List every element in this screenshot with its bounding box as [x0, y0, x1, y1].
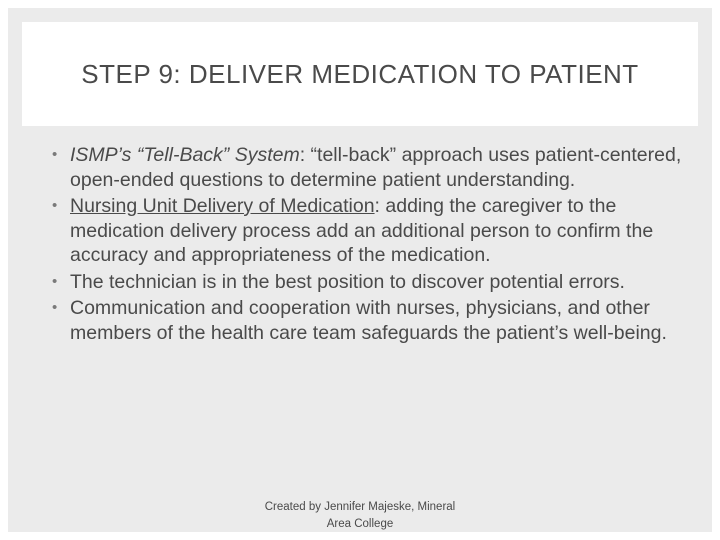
bullet-icon: •: [52, 197, 58, 214]
bullet-item-tell-back: [52, 143, 692, 192]
bullet-item-communication: [52, 296, 692, 345]
bullet-text: The technician is in the best position to discover potential errors.: [70, 270, 625, 293]
footer-credit: [252, 499, 468, 533]
bullet-icon: •: [52, 272, 58, 290]
bullet-item-technician: [52, 270, 692, 295]
bullet-text: : “tell-back” approach uses patient-centered, open-ended questions to determine patient understanding.: [70, 144, 682, 191]
bullet-item-nursing-unit: [52, 194, 692, 268]
bullet-term: ISMP’s “Tell-Back” System: [70, 144, 300, 166]
footer-line: Area College: [326, 518, 394, 530]
bullet-text: : adding the caregiver to the medication delivery process add an additional person to confirm the accuracy and appropriateness of the medication.: [70, 195, 654, 266]
bullet-icon: •: [52, 299, 58, 316]
bullet-term: Nursing Unit Delivery of Medication: [70, 195, 375, 217]
bullet-text: Communication and cooperation with nurses, physicians, and other members of the health care team safeguards the patient’s well-being.: [70, 297, 667, 344]
slide-title: STEP 9: DELIVER MEDICATION TO PATIENT: [81, 58, 639, 89]
footer-line: Created by Jennifer Majeske, Mineral: [264, 501, 456, 513]
title-box: [22, 22, 698, 126]
bullet-list: [52, 143, 692, 347]
bullet-icon: •: [52, 146, 58, 163]
